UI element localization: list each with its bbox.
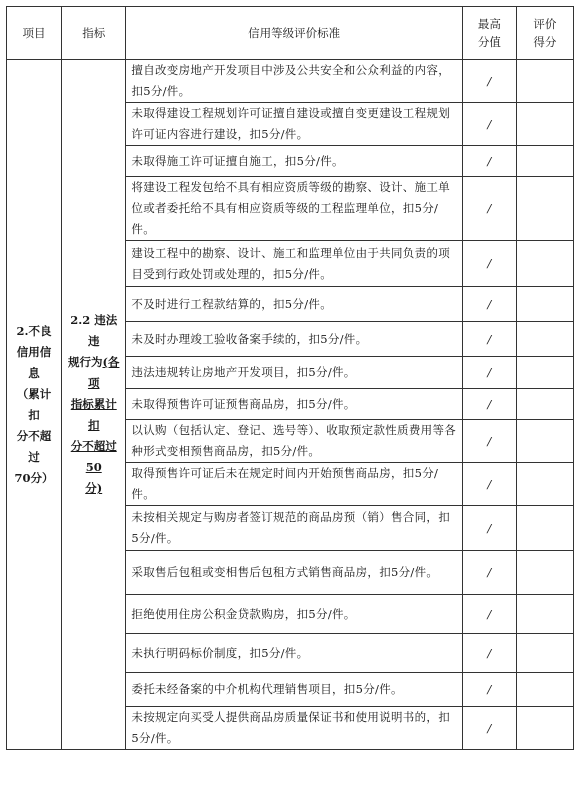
- max-score-cell: /: [462, 357, 516, 389]
- standard-cell: 擅自改变房地产开发项目中涉及公共安全和公众利益的内容，扣5分/件。: [126, 60, 462, 103]
- score-cell[interactable]: [516, 357, 573, 389]
- standard-cell: 未取得建设工程规划许可证擅自建设或擅自变更建设工程规划许可证内容进行建设，扣5分/件。: [126, 103, 462, 146]
- score-cell[interactable]: [516, 463, 573, 506]
- indicator-line: 分): [85, 481, 103, 495]
- indicator-line: 指标累计扣: [70, 397, 117, 432]
- max-score-cell: /: [462, 60, 516, 103]
- score-cell[interactable]: [516, 322, 573, 357]
- max-score-cell: /: [462, 322, 516, 357]
- standard-cell: 未按相关规定与购房者签订规范的商品房预（销）售合同，扣5分/件。: [126, 506, 462, 551]
- max-score-cell: /: [462, 177, 516, 241]
- score-cell[interactable]: [516, 595, 573, 634]
- item-line: （累计扣: [16, 386, 52, 422]
- standard-cell: 以认购（包括认定、登记、选号等）、收取预定款性质费用等各种形式变相预售商品房，扣5分/件。: [126, 420, 462, 463]
- score-cell[interactable]: [516, 634, 573, 673]
- max-score-cell: /: [462, 673, 516, 707]
- indicator-line: 2.2 违法违: [70, 313, 118, 348]
- header-max-score: [462, 7, 516, 60]
- standard-cell: 未执行明码标价制度，扣5分/件。: [126, 634, 462, 673]
- indicator-underlined-text: (各项: [87, 355, 120, 390]
- standard-cell: 不及时进行工程款结算的，扣5分/件。: [126, 287, 462, 322]
- standard-cell: 未按规定向买受人提供商品房质量保证书和使用说明书的，扣5分/件。: [126, 707, 462, 750]
- score-cell[interactable]: [516, 420, 573, 463]
- score-cell[interactable]: [516, 707, 573, 750]
- score-cell[interactable]: [516, 146, 573, 177]
- indicator-line: 分不超过50: [70, 439, 117, 474]
- standard-cell: 违法违规转让房地产开发项目，扣5分/件。: [126, 357, 462, 389]
- header-item: 项目: [7, 7, 62, 60]
- item-line: 信用信息: [16, 344, 52, 380]
- standard-cell: 未及时办理竣工验收备案手续的，扣5分/件。: [126, 322, 462, 357]
- max-score-cell: /: [462, 707, 516, 750]
- standard-cell: 建设工程中的勘察、设计、施工和监理单位由于共同负责的项目受到行政处罚或处理的，扣5分/件。: [126, 241, 462, 287]
- header-score: [516, 7, 573, 60]
- max-score-cell: /: [462, 420, 516, 463]
- max-score-cell: /: [462, 287, 516, 322]
- score-cell[interactable]: [516, 389, 573, 420]
- max-score-cell: /: [462, 146, 516, 177]
- standard-cell: 委托未经备案的中介机构代理销售项目，扣5分/件。: [126, 673, 462, 707]
- score-cell[interactable]: [516, 177, 573, 241]
- indicator-text: 规行为: [67, 355, 103, 369]
- score-cell[interactable]: [516, 673, 573, 707]
- score-cell[interactable]: [516, 241, 573, 287]
- header-row: [7, 7, 574, 60]
- item-cell: [7, 60, 62, 750]
- score-cell[interactable]: [516, 506, 573, 551]
- standard-cell: 取得预售许可证后未在规定时间内开始预售商品房，扣5分/件。: [126, 463, 462, 506]
- item-line: 70分）: [14, 470, 54, 485]
- max-score-cell: /: [462, 595, 516, 634]
- max-score-cell: /: [462, 634, 516, 673]
- standard-cell: 拒绝使用住房公积金贷款购房，扣5分/件。: [126, 595, 462, 634]
- indicator-line: [67, 352, 120, 394]
- score-cell[interactable]: [516, 103, 573, 146]
- max-score-cell: /: [462, 241, 516, 287]
- standard-cell: 未取得预售许可证预售商品房，扣5分/件。: [126, 389, 462, 420]
- item-line: 2.不良: [16, 323, 52, 338]
- header-standard: 信用等级评价标准: [126, 7, 462, 60]
- standard-cell: 将建设工程发包给不具有相应资质等级的勘察、设计、施工单位或者委托给不具有相应资质等级的工程监理单位，扣5分/件。: [126, 177, 462, 241]
- evaluation-table: [6, 6, 574, 750]
- max-score-cell: /: [462, 506, 516, 551]
- max-score-cell: /: [462, 551, 516, 595]
- table-body: [7, 60, 574, 750]
- standard-cell: 采取售后包租或变相售后包租方式销售商品房，扣5分/件。: [126, 551, 462, 595]
- max-score-cell: /: [462, 103, 516, 146]
- score-cell[interactable]: [516, 60, 573, 103]
- header-max-score-label: 最高分值: [477, 17, 501, 49]
- score-cell[interactable]: [516, 551, 573, 595]
- header-indicator: 指标: [62, 7, 126, 60]
- standard-cell: 未取得施工许可证擅自施工，扣5分/件。: [126, 146, 462, 177]
- max-score-cell: /: [462, 389, 516, 420]
- score-cell[interactable]: [516, 287, 573, 322]
- table-row: [7, 60, 574, 103]
- header-score-label: 评价得分: [533, 17, 557, 49]
- item-line: 分不超过: [16, 428, 52, 464]
- max-score-cell: /: [462, 463, 516, 506]
- indicator-cell: [62, 60, 126, 750]
